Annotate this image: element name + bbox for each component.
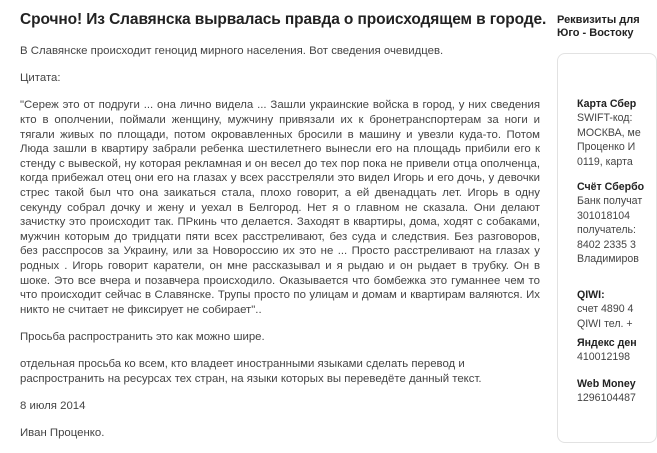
sidebar-heading-line: Юго - Востоку xyxy=(557,27,634,39)
article-author: Иван Проценко. xyxy=(20,427,105,440)
article-intro: В Славянске происходит геноцид мирного населения. Вот сведения очевидцев. xyxy=(20,45,444,57)
section-line: Владимиров xyxy=(577,253,639,266)
section-line: QIWI тел. + xyxy=(577,317,633,330)
share-request: Просьба распространить это как можно шире. xyxy=(20,330,265,343)
yandex-money-section xyxy=(577,336,657,365)
article-date: 8 июля 2014 xyxy=(20,399,86,412)
article xyxy=(20,0,547,440)
article-body xyxy=(20,44,540,453)
section-line: Банк получат xyxy=(577,195,643,208)
section-line: счет 4890 4 xyxy=(577,303,634,316)
section-line: 1296104487 xyxy=(577,392,636,405)
section-line: Проценко И xyxy=(577,141,636,154)
section-line: 8402 2335 3 xyxy=(577,238,636,251)
section-line: 410012198 xyxy=(577,351,631,364)
sberbank-account-section xyxy=(577,180,657,266)
sidebar-heading xyxy=(557,14,647,40)
quote-text: "Сереж это от подруги ... она лично видела ... Зашли украинские войска в город, у них сведения кто в ополчении, поймали женщину, мужчину привязали их к бронетранспортерам за ноги и тягали живых по площади, потом окровавленных бросили в машину и увезли куда-то. Потом Люда зашли в квартиру забрали ребенка шестилетнего вынесли его на площадь прибили его к стенду с вывеской, ну которая рекламная и он весел до тех пор пока не привели отца ополченца, когда прибежал отец они его на глазах у всех расстреляли это видел Игорь и его дочь, у девочки стрес такой был что она заикаться стала, плохо говорит, а ей двенадцать лет. Игорь в одну секунду собрал дочку и жену и уехал в Белгород. Нет я о главном не сказала. Они делают зачистку это происходит так. ПРкинь что делается. Заходят в квартиры, дома, ходят с собаками, мужчин которым до тридцати пяти всех расстреливают, без суда и следствия. Без разговоров, без расспросов за Украину, или за Новороссию их это не ... Просто расстреливают на глазах у родных . Игорь говорит каратели, он мне рассказывал и я рыдаю и он рыдает в трубку. Он в шоке. Это все вчера и позавчера происходило. Оказывается что бомбежка это гуманнее чем то что происходит сейчас в Славянске. Трупы просто по улицам и домам и квартирам валяются. Их никто не считает не фиксирует не собирает".. xyxy=(20,99,540,316)
sidebar-heading-line: Реквизиты для xyxy=(557,14,640,26)
section-line: получатель: xyxy=(577,224,636,237)
article-title: Срочно! Из Славянска вырвалась правда о происходящем в городе. xyxy=(20,11,547,28)
section-title: QIWI: xyxy=(577,289,605,301)
section-title: Яндекс ден xyxy=(577,337,637,349)
section-line: МОСКВА, ме xyxy=(577,126,641,139)
webmoney-section xyxy=(577,377,657,406)
section-title: Web Money xyxy=(577,378,636,390)
sberbank-card-section xyxy=(577,97,657,169)
section-line: SWIFT-код: xyxy=(577,112,633,125)
qiwi-section xyxy=(577,288,657,331)
translation-request: отдельная просьба ко всем, кто владеет иностранными языками сделать перевод и распространить на ресурсах тех стран, на языки которых вы переведёте данный текст. xyxy=(20,358,482,385)
section-title: Карта Сбер xyxy=(577,98,637,110)
quote-label: Цитата: xyxy=(20,72,61,85)
payment-details-box xyxy=(557,53,657,443)
section-title: Счёт Сбербо xyxy=(577,181,645,193)
section-line: 0119, карта xyxy=(577,155,633,168)
section-line: 301018104 xyxy=(577,209,631,222)
